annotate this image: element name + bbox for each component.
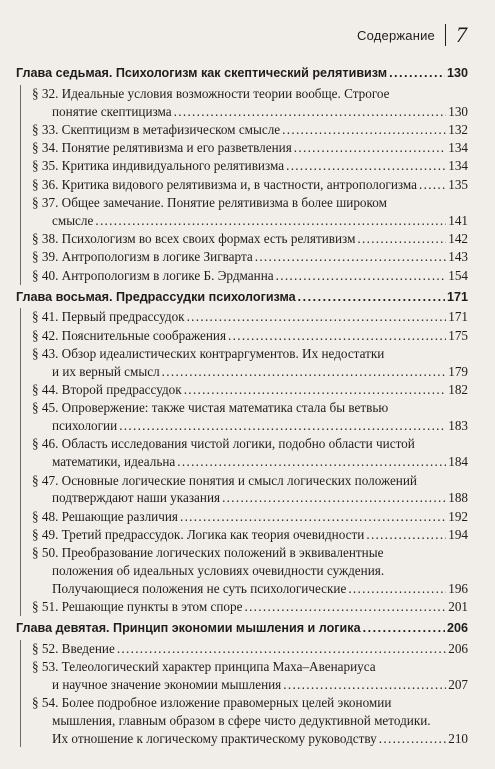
table-of-contents [16, 63, 468, 751]
header-separator [445, 24, 446, 46]
entry-last-line [32, 230, 468, 248]
entry-line: § 32. Идеальные условия возможности теории вообще. Строгое [32, 85, 390, 101]
entry-page: 141 [448, 212, 468, 228]
entry-text: § 35. Критика индивидуального релятивизма [32, 158, 285, 174]
dot-leader [228, 327, 446, 345]
entry-line: § 47. Основные логические понятия и смысл логических положений [32, 472, 417, 488]
chapter-heading [16, 65, 468, 83]
section-list [20, 85, 468, 285]
toc-entry [21, 435, 468, 471]
entry-text: § 38. Психологизм во всех своих формах есть релятивизм [32, 231, 356, 247]
chapter-title: Глава восьмая. Предрассудки психологизма [16, 289, 296, 304]
entry-text: § 52. Введение [32, 640, 115, 656]
dot-leader [222, 489, 446, 507]
toc-entry [21, 139, 468, 157]
section-list [20, 640, 468, 748]
toc-entry [21, 267, 468, 285]
chapter-page: 171 [446, 289, 468, 304]
dot-leader [298, 289, 445, 307]
entry-text: § 39. Антропологизм в логике Зигварта [32, 249, 253, 265]
entry-text: и их верный смысл [52, 363, 160, 379]
entry-text: § 48. Решающие различия [32, 508, 178, 524]
entry-text: § 34. Понятие релятивизма и его разветвления [32, 140, 292, 156]
entry-page: 154 [448, 267, 468, 283]
dot-leader [283, 676, 446, 694]
dot-leader [187, 308, 447, 326]
entry-text: понятие скептицизма [52, 103, 172, 119]
entry-page: 194 [448, 526, 468, 542]
entry-last-line [32, 640, 468, 658]
entry-page: 201 [448, 599, 468, 615]
entry-text: § 42. Пояснительные соображения [32, 327, 227, 343]
dot-leader [389, 65, 445, 83]
entry-last-line [32, 267, 468, 285]
entry-text: § 33. Скептицизм в метафизическом смысле [32, 121, 281, 137]
toc-entry [21, 381, 468, 399]
entry-last-line [32, 176, 468, 194]
running-header [357, 22, 467, 48]
entry-line: мышления, главным образом в сфере чисто дедуктивной методики. [52, 712, 431, 728]
entry-page: 135 [448, 176, 468, 192]
entry-text: § 41. Первый предрассудок [32, 309, 185, 325]
toc-entry [21, 345, 468, 381]
chapter-heading [16, 620, 468, 638]
entry-page: 184 [448, 454, 468, 470]
dot-leader [348, 580, 446, 598]
page-number: 7 [456, 22, 467, 47]
entry-text: § 40. Антропологизм в логике Б. Эрдманна [32, 267, 274, 283]
dot-leader [244, 598, 446, 616]
entry-line: § 45. Опровержение: также чистая математика стала бы ветвью [32, 400, 389, 416]
toc-entry [21, 526, 468, 544]
entry-text: подтверждают наши указания [52, 490, 221, 506]
entry-page: 206 [448, 640, 468, 656]
entry-line: § 53. Телеологический характер принципа Маха–Авенариуса [32, 659, 376, 674]
entry-page: 192 [448, 508, 468, 524]
dot-leader [357, 230, 446, 248]
entry-line: § 43. Обзор идеалистических контраргументов. Их недостатки [32, 345, 385, 361]
dot-leader [379, 730, 446, 748]
toc-entry [21, 230, 468, 248]
entry-text: Их отношение к логическому практическому руководству [52, 730, 377, 746]
entry-last-line [32, 676, 468, 694]
dot-leader [276, 267, 447, 285]
entry-last-line [32, 363, 468, 381]
dot-leader [162, 363, 447, 381]
entry-text: и научное значение экономии мышления [52, 676, 282, 692]
entry-last-line [32, 453, 468, 471]
dot-leader [184, 381, 447, 399]
toc-entry [21, 308, 468, 326]
entry-page: 130 [448, 103, 468, 119]
dot-leader [95, 212, 446, 230]
entry-page: 132 [448, 121, 468, 137]
entry-page: 207 [448, 676, 468, 692]
entry-last-line [32, 526, 468, 544]
toc-entry [21, 85, 468, 121]
entry-last-line [32, 248, 468, 266]
entry-page: 182 [448, 382, 468, 398]
entry-last-line [32, 157, 468, 175]
entry-page: 142 [448, 231, 468, 247]
entry-last-line [32, 103, 468, 121]
toc-entry [21, 399, 468, 435]
entry-page: 179 [448, 363, 468, 379]
entry-last-line [32, 580, 468, 598]
entry-page: 183 [448, 418, 468, 434]
entry-page: 134 [448, 140, 468, 156]
entry-text: математики, идеальна [52, 454, 176, 470]
running-header-section: Содержание [357, 27, 435, 43]
dot-leader [282, 121, 446, 139]
entry-last-line [32, 381, 468, 399]
entry-last-line [32, 489, 468, 507]
toc-entry [21, 176, 468, 194]
entry-last-line [32, 121, 468, 139]
entry-text: § 36. Критика видового релятивизма и, в частности, антропологизма [32, 176, 418, 192]
entry-last-line [32, 327, 468, 345]
dot-leader [119, 417, 446, 435]
dot-leader [366, 526, 446, 544]
dot-leader [419, 176, 446, 194]
entry-text: смысле [52, 212, 94, 228]
entry-page: 134 [448, 158, 468, 174]
entry-page: 196 [448, 580, 468, 596]
entry-last-line [32, 212, 468, 230]
entry-text: § 51. Решающие пункты в этом споре [32, 599, 243, 615]
chapter-heading [16, 289, 468, 307]
dot-leader [180, 508, 446, 526]
entry-line: положения об идеальных условиях очевидности суждения. [52, 563, 385, 579]
entry-line: § 50. Преобразование логических положений в эквивалентные [32, 545, 384, 561]
entry-last-line [32, 139, 468, 157]
entry-line: § 54. Более подробное изложение правомерных целей экономии [32, 695, 392, 711]
chapter-page: 206 [446, 620, 468, 635]
entry-text: § 44. Второй предрассудок [32, 382, 182, 398]
entry-page: 143 [448, 249, 468, 265]
entry-page: 175 [448, 327, 468, 343]
toc-entry [21, 157, 468, 175]
dot-leader [294, 139, 446, 157]
toc-entry [21, 598, 468, 616]
toc-entry [21, 640, 468, 658]
dot-leader [117, 640, 446, 658]
entry-last-line [32, 308, 468, 326]
dot-leader [363, 620, 445, 638]
dot-leader [255, 248, 447, 266]
toc-entry [21, 248, 468, 266]
entry-last-line [32, 730, 468, 748]
entry-text: Получающиеся положения не суть психологические [52, 580, 347, 596]
toc-entry [21, 658, 468, 694]
entry-line: § 46. Область исследования чистой логики, подобно области чистой [32, 436, 415, 452]
entry-page: 210 [448, 730, 468, 746]
toc-entry [21, 472, 468, 508]
entry-text: § 49. Третий предрассудок. Логика как теория очевидности [32, 526, 365, 542]
entry-line: § 37. Общее замечание. Понятие релятивизма в более широком [32, 195, 387, 211]
toc-entry [21, 327, 468, 345]
chapter-page: 130 [446, 66, 468, 80]
dot-leader [286, 157, 446, 175]
toc-entry [21, 194, 468, 230]
entry-text: психологии [52, 418, 118, 434]
section-list [20, 308, 468, 616]
entry-last-line [32, 598, 468, 616]
toc-entry [21, 694, 468, 747]
entry-last-line [32, 417, 468, 435]
toc-entry [21, 508, 468, 526]
entry-page: 171 [448, 309, 468, 325]
entry-page: 188 [448, 490, 468, 506]
chapter-title: Глава девятая. Принцип экономии мышления и логика [16, 620, 361, 635]
toc-entry [21, 121, 468, 139]
dot-leader [174, 103, 447, 121]
toc-entry [21, 544, 468, 597]
chapter-title: Глава седьмая. Психологизм как скептический релятивизм [16, 66, 388, 80]
entry-last-line [32, 508, 468, 526]
dot-leader [177, 453, 446, 471]
